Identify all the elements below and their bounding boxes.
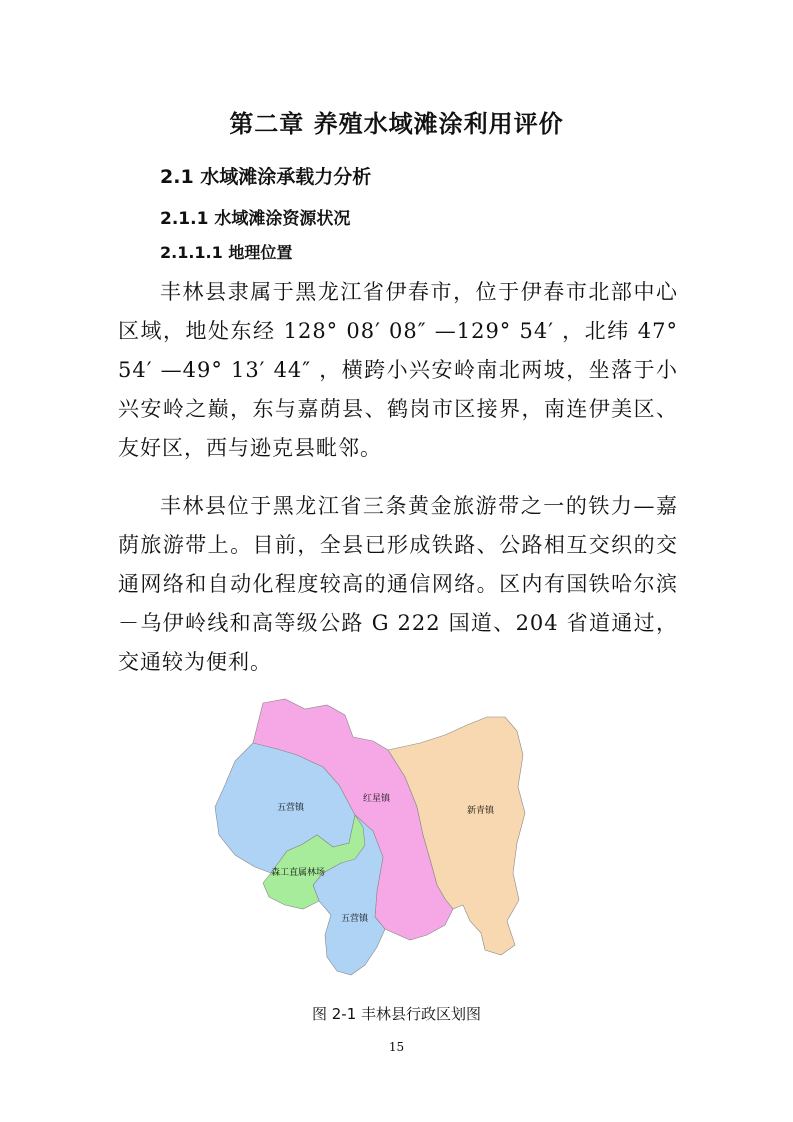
- map-label-wuying-south: 五营镇: [341, 914, 369, 924]
- map-label-wuying-north: 五营镇: [277, 803, 305, 813]
- figure-caption: 图 2-1 丰林县行政区划图: [311, 1005, 482, 1023]
- map-label-hongxing: 红星镇: [363, 794, 391, 804]
- subsubsection-heading: 2.1.1.1 地理位置: [160, 243, 293, 262]
- paragraph-transport: 丰林县位于黑龙江省三条黄金旅游带之一的铁力—嘉荫旅游带上。目前，全县已形成铁路、公路相互交织的交通网络和自动化程度较高的通信网络。区内有国铁哈尔滨－乌伊岭线和高等级公路 G 222 国道、204 省道通过，交通较为便利。: [118, 494, 678, 674]
- map-label-forestry: 森工直属林场: [271, 868, 326, 878]
- section-heading: 2.1 水域滩涂承载力分析: [160, 166, 372, 188]
- page-number: 15: [388, 1040, 405, 1054]
- subsection-heading: 2.1.1 水域滩涂资源状况: [160, 209, 351, 229]
- map-label-xinqing: 新青镇: [467, 806, 495, 816]
- administrative-map: [205, 695, 535, 995]
- chapter-title: 第二章 养殖水域滩涂利用评价: [229, 110, 564, 138]
- paragraph-location: 丰林县隶属于黑龙江省伊春市，位于伊春市北部中心区域，地处东经 128° 08′ 08″ —129° 54′ ，北纬 47° 54′ —49° 13′ 44″ ，横跨小兴安岭南北两坡，坐落于小兴安岭之巅，东与嘉荫县、鹤岗市区接界，南连伊美区、友好区，西与逊克县毗邻。: [118, 280, 678, 460]
